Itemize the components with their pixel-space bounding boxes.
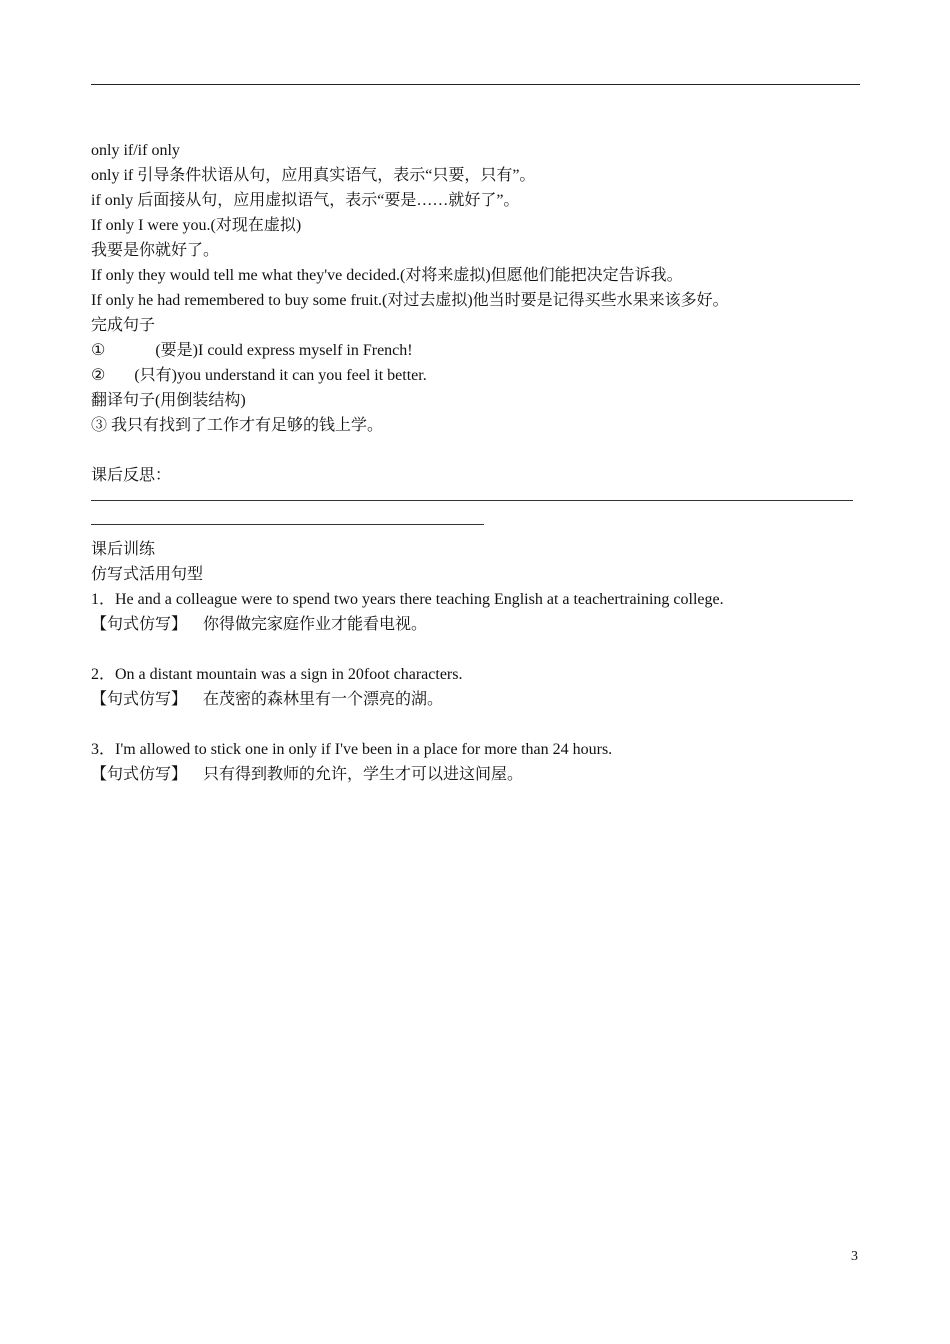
training-task-2: [91, 687, 861, 712]
complete-sentences-heading: 完成句子: [91, 317, 156, 334]
note-if-only: if only 后面接从句，应用虚拟语气，表示“要是……就好了”。: [91, 192, 520, 209]
training-sentence-3: 3．I'm allowed to stick one in only if I've been in a place for more than 24 hours.: [91, 741, 613, 758]
exercise-1-number: ①: [91, 342, 106, 359]
spacer: [91, 438, 861, 463]
reflection-answer-line-2: [91, 524, 484, 525]
document-body: [91, 138, 861, 787]
example-past: If only he had remembered to buy some fruit.(对过去虚拟)他当时要是记得买些水果来该多好。: [91, 292, 729, 309]
training-task-text: 你得做完家庭作业才能看电视。: [203, 616, 428, 633]
reflection-answer-line-1: [91, 500, 853, 501]
training-tag: 【句式仿写】: [91, 766, 188, 783]
training-task-1: [91, 612, 861, 637]
training-sentence-1: 1．He and a colleague were to spend two years there teaching English at a teachertraining college.: [91, 591, 724, 608]
exercise-1: [91, 338, 861, 363]
page-number: 3: [851, 1249, 858, 1264]
header-rule: [91, 84, 860, 85]
exercise-2-number: ②: [91, 367, 106, 384]
exercise-2-text: (只有)you understand it can you feel it better.: [134, 367, 427, 384]
training-tag: 【句式仿写】: [91, 616, 188, 633]
training-task-text: 只有得到教师的允许，学生才可以进这间屋。: [203, 766, 524, 783]
training-sentence-2: 2．On a distant mountain was a sign in 20foot characters.: [91, 666, 463, 683]
example-future: If only they would tell me what they've decided.(对将来虚拟)但愿他们能把决定告诉我。: [91, 267, 683, 284]
spacer: [91, 712, 861, 737]
exercise-2: [91, 363, 861, 388]
spacer: [91, 637, 861, 662]
exercise-1-text: (要是)I could express myself in French!: [155, 342, 413, 359]
training-tag: 【句式仿写】: [91, 691, 188, 708]
training-title: 课后训练: [91, 541, 156, 558]
reflection-label: 课后反思：: [91, 467, 172, 484]
example-present: If only I were you.(对现在虚拟): [91, 217, 302, 234]
training-task-3: [91, 762, 861, 787]
note-only-if: only if 引导条件状语从句，应用真实语气，表示“只要，只有”。: [91, 167, 536, 184]
topic-title: only if/if only: [91, 142, 180, 159]
exercise-3: ③ 我只有找到了工作才有足够的钱上学。: [91, 417, 384, 434]
training-task-text: 在茂密的森林里有一个漂亮的湖。: [203, 691, 444, 708]
training-subtitle: 仿写式活用句型: [91, 566, 204, 583]
example-present-translation: 我要是你就好了。: [91, 242, 220, 259]
translate-heading: 翻译句子(用倒装结构): [91, 392, 246, 409]
